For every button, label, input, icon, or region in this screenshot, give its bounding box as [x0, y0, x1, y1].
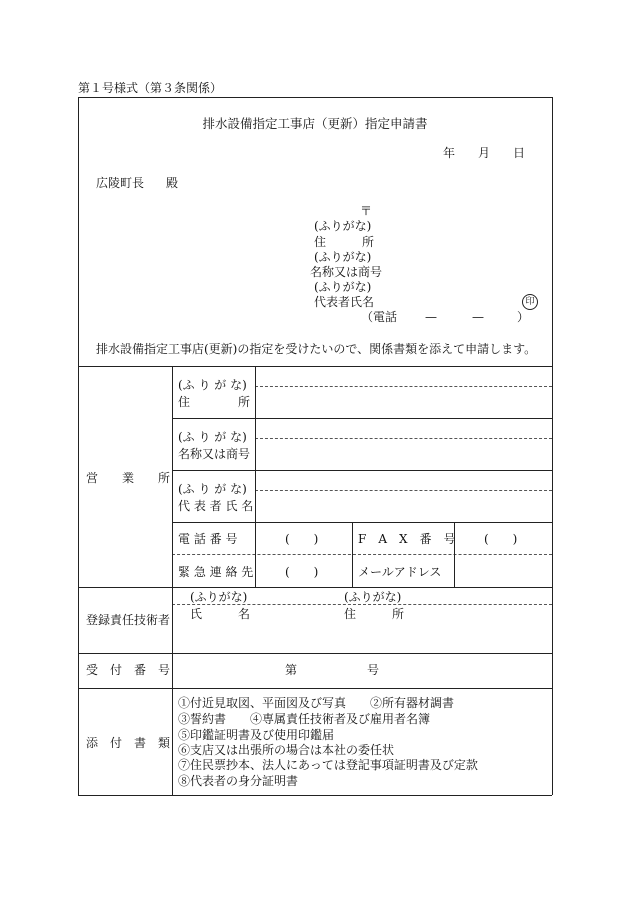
seal-icon: 印: [522, 294, 538, 310]
date-month-field[interactable]: 月: [478, 146, 491, 160]
attachment-item: ①付近見取図、平面図及び写真 ②所有器材調書: [178, 696, 455, 710]
engineer-address-label: 住 所: [344, 607, 405, 621]
office-furigana-name: (ふ り が な): [178, 430, 247, 444]
receipt-prefix: 第: [285, 663, 298, 677]
applicant-furigana-3: (ふりがな): [314, 280, 372, 294]
office-address-input[interactable]: [256, 388, 551, 417]
form-title: 排水設備指定工事店（更新）指定申請書: [202, 116, 428, 131]
applicant-name-label: 名称又は商号: [310, 265, 383, 279]
office-rep-label: 代 表 者 氏 名: [178, 499, 254, 513]
receipt-label: 受 付 番 号: [86, 663, 171, 677]
phone-dash-1: —: [425, 310, 437, 324]
phone-dash-2: —: [472, 310, 484, 324]
phone-open: （電話: [361, 310, 398, 324]
office-emergency-field[interactable]: ( ): [285, 565, 319, 579]
office-name-label: 名称又は商号: [178, 447, 251, 461]
honorific: 殿: [166, 176, 179, 190]
date-year-field[interactable]: 年: [443, 146, 456, 160]
office-rep-input[interactable]: [256, 492, 551, 521]
office-fax-field[interactable]: ( ): [484, 532, 518, 546]
attachment-item: ⑤印鑑証明書及び使用印鑑届: [178, 728, 335, 742]
applicant-furigana-1: (ふりがな): [314, 219, 372, 233]
form-number: 第１号様式（第３条関係）: [78, 81, 223, 95]
engineer-furigana-name: (ふりがな): [190, 590, 248, 604]
office-section-label: 営 業 所: [86, 471, 171, 485]
attachment-item: ⑦住民票抄本、法人にあっては登記事項証明書及び定款: [178, 758, 478, 772]
office-furigana-rep: (ふ り が な): [178, 482, 247, 496]
date-day-field[interactable]: 日: [513, 146, 526, 160]
office-phone-field[interactable]: ( ): [285, 532, 319, 546]
applicant-furigana-2: (ふりがな): [314, 250, 372, 264]
receipt-suffix: 号: [367, 663, 380, 677]
applicant-address-label: 住 所: [314, 235, 375, 249]
phone-close: ）: [517, 310, 530, 324]
attachment-item: ③誓約書 ④専属責任技術者及び雇用者名簿: [178, 712, 431, 726]
engineer-section-label: 登録責任技術者: [86, 613, 171, 627]
statement: 排水設備指定工事店(更新)の指定を受けたいので、関係書類を添えて申請します。: [96, 342, 537, 356]
office-address-label: 住 所: [178, 395, 251, 409]
office-email-label: メールアドレス: [358, 565, 442, 579]
office-emergency-label: 緊 急 連 絡 先: [178, 565, 254, 579]
addressee: 広陵町長: [96, 176, 145, 190]
engineer-name-label: 氏 名: [190, 607, 251, 621]
engineer-furigana-address: (ふりがな): [344, 590, 402, 604]
office-furigana-address: (ふ り が な): [178, 378, 247, 392]
attachment-item: ⑥支店又は出張所の場合は本社の委任状: [178, 743, 395, 757]
office-phone-label: 電 話 番 号: [178, 532, 238, 546]
office-name-input[interactable]: [256, 440, 551, 469]
office-email-input[interactable]: [455, 556, 551, 586]
attachment-item: ⑧代表者の身分証明書: [178, 774, 299, 788]
postal-mark: 〒: [360, 204, 373, 218]
attachments-label: 添 付 書 類: [86, 736, 171, 750]
applicant-rep-label: 代表者氏名: [314, 295, 375, 309]
office-fax-label: F A X 番 号: [358, 532, 456, 546]
